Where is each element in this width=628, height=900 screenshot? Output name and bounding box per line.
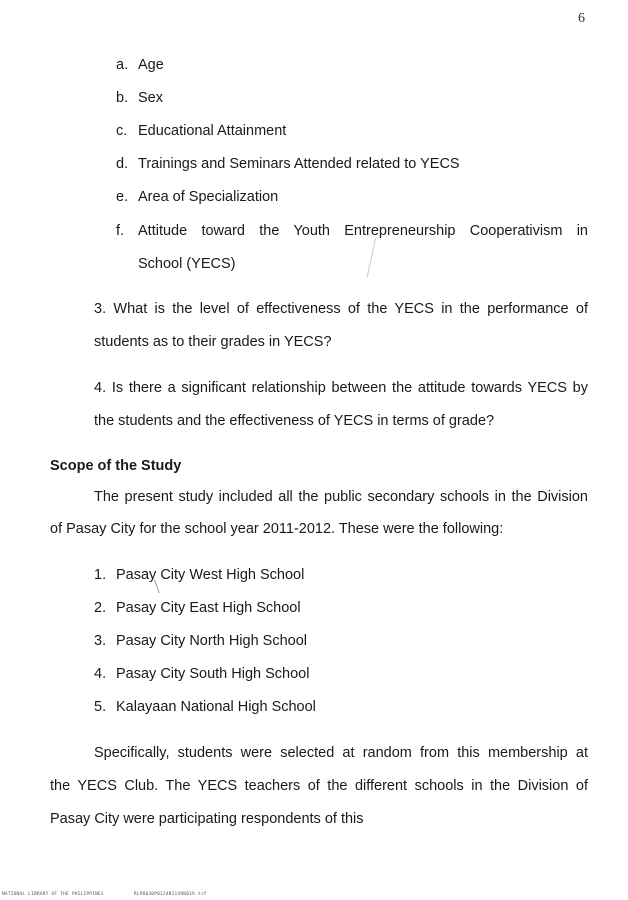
item-letter: e. xyxy=(116,189,129,205)
scope-paragraph-2-line-1: Specifically, students were selected at random from this membership at xyxy=(94,745,588,761)
school-name: Pasay City South High School xyxy=(116,666,310,682)
question-4-line-1: 4. Is there a significant relationship between the attitude towards YECS by xyxy=(94,380,588,396)
school-name: Pasay City North High School xyxy=(116,633,307,649)
school-name: Pasay City East High School xyxy=(116,600,301,616)
variable-item xyxy=(116,155,460,173)
variable-item xyxy=(116,122,286,140)
section-heading: Scope of the Study xyxy=(50,458,182,474)
school-number: 5. xyxy=(94,699,107,715)
school-item xyxy=(94,599,301,617)
variable-item xyxy=(116,56,164,74)
school-number: 1. xyxy=(94,567,107,583)
school-item xyxy=(94,698,316,716)
school-number: 3. xyxy=(94,633,107,649)
variable-item xyxy=(116,222,138,240)
school-item xyxy=(94,665,309,683)
scope-paragraph-line-1: The present study included all the public secondary schools in the Division xyxy=(94,489,588,505)
variable-item xyxy=(116,89,163,107)
school-item xyxy=(94,566,304,584)
footer-file: RLP0030P0124B1149B019.tif xyxy=(133,892,207,897)
item-text: Attitude toward the Youth Entrepreneurship Cooperativism in xyxy=(138,223,588,239)
school-name: Kalayaan National High School xyxy=(116,699,316,715)
item-letter: a. xyxy=(116,57,129,73)
school-number: 4. xyxy=(94,666,107,682)
question-3-line-1: 3. What is the level of effectiveness of the YECS in the performance of xyxy=(94,301,588,317)
item-letter: d. xyxy=(116,156,129,172)
school-name: Pasay City West High School xyxy=(116,567,305,583)
item-text: Age xyxy=(138,57,164,73)
scope-paragraph-2-line-3: Pasay City were participating respondents of this xyxy=(50,811,364,827)
item-letter: c. xyxy=(116,123,128,139)
question-3-line-2: students as to their grades in YECS? xyxy=(94,334,332,350)
scan-footer xyxy=(2,892,237,897)
scan-mark xyxy=(367,238,376,277)
item-text: Trainings and Seminars Attended related to YECS xyxy=(138,156,460,172)
school-item xyxy=(94,632,307,650)
school-number: 2. xyxy=(94,600,107,616)
scope-paragraph-line-2: of Pasay City for the school year 2011-2012. These were the following: xyxy=(50,521,504,537)
item-text: Sex xyxy=(138,90,163,106)
question-4-line-2: the students and the effectiveness of YECS in terms of grade? xyxy=(94,413,495,429)
variable-item xyxy=(116,188,278,206)
item-text: Area of Specialization xyxy=(138,189,279,205)
footer-library: NATIONAL LIBRARY OF THE PHILIPPINES xyxy=(2,892,104,897)
item-letter: b. xyxy=(116,90,129,106)
item-text-continuation: School (YECS) xyxy=(138,256,236,272)
page-number: 6 xyxy=(578,11,585,26)
item-letter: f. xyxy=(116,223,125,239)
scope-paragraph-2-line-2: the YECS Club. The YECS teachers of the different schools in the Division of xyxy=(50,778,588,794)
item-text: Educational Attainment xyxy=(138,123,287,139)
